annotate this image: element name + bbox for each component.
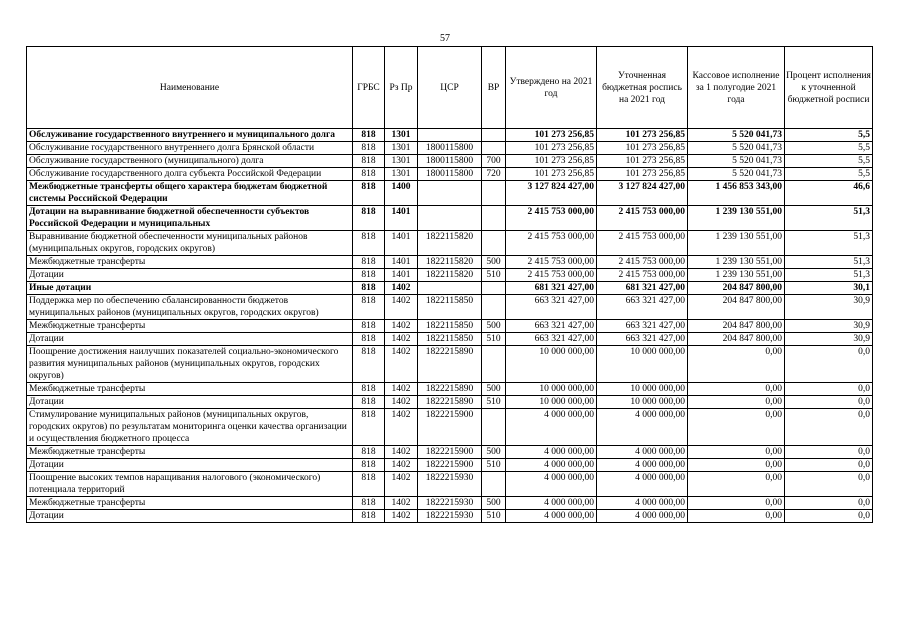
- cell-approved: 2 415 753 000,00: [506, 269, 597, 282]
- cell-cash: 204 847 800,00: [688, 333, 785, 346]
- cell-vr: [482, 282, 506, 295]
- cell-csr: [418, 181, 482, 206]
- cell-refined: 101 273 256,85: [597, 129, 688, 142]
- cell-name: Обслуживание государственного внутреннего долга Брянской области: [27, 142, 353, 155]
- cell-percent: 30,9: [785, 320, 873, 333]
- cell-refined: 2 415 753 000,00: [597, 206, 688, 231]
- table-row: [27, 282, 873, 295]
- cell-csr: 1822215890: [418, 396, 482, 409]
- cell-approved: 663 321 427,00: [506, 295, 597, 320]
- cell-name: Дотации: [27, 510, 353, 523]
- cell-cash: 0,00: [688, 497, 785, 510]
- cell-csr: 1822215930: [418, 510, 482, 523]
- cell-rz-pr: 1402: [385, 497, 418, 510]
- cell-csr: 1822215890: [418, 383, 482, 396]
- cell-name: Дотации: [27, 396, 353, 409]
- header-cash: Кассовое исполнение за 1 полугодие 2021 года: [688, 47, 785, 129]
- cell-rz-pr: 1401: [385, 231, 418, 256]
- table-row: [27, 231, 873, 256]
- cell-approved: 10 000 000,00: [506, 383, 597, 396]
- cell-rz-pr: 1401: [385, 206, 418, 231]
- cell-cash: 0,00: [688, 346, 785, 383]
- cell-grbs: 818: [353, 446, 385, 459]
- cell-vr: 500: [482, 497, 506, 510]
- header-vr: ВР: [482, 47, 506, 129]
- cell-csr: 1822215890: [418, 346, 482, 383]
- cell-refined: 4 000 000,00: [597, 446, 688, 459]
- cell-name: Межбюджетные трансферты: [27, 320, 353, 333]
- cell-cash: 0,00: [688, 510, 785, 523]
- cell-name: Поддержка мер по обеспечению сбалансированности бюджетов муниципальных районов (муниципальных округов, городских округов): [27, 295, 353, 320]
- table-row: [27, 320, 873, 333]
- cell-grbs: 818: [353, 282, 385, 295]
- cell-csr: 1822215900: [418, 446, 482, 459]
- cell-vr: [482, 409, 506, 446]
- cell-name: Межбюджетные трансферты: [27, 497, 353, 510]
- cell-refined: 101 273 256,85: [597, 168, 688, 181]
- cell-grbs: 818: [353, 396, 385, 409]
- cell-approved: 101 273 256,85: [506, 129, 597, 142]
- cell-approved: 4 000 000,00: [506, 510, 597, 523]
- cell-refined: 2 415 753 000,00: [597, 269, 688, 282]
- cell-vr: 510: [482, 333, 506, 346]
- cell-percent: 0,0: [785, 396, 873, 409]
- budget-execution-table: [26, 46, 873, 523]
- cell-vr: [482, 181, 506, 206]
- table-row: [27, 181, 873, 206]
- cell-cash: 5 520 041,73: [688, 155, 785, 168]
- cell-name: Межбюджетные трансферты: [27, 256, 353, 269]
- cell-grbs: 818: [353, 155, 385, 168]
- table-row: [27, 256, 873, 269]
- cell-refined: 4 000 000,00: [597, 472, 688, 497]
- cell-approved: 4 000 000,00: [506, 497, 597, 510]
- cell-rz-pr: 1401: [385, 256, 418, 269]
- cell-vr: [482, 346, 506, 383]
- cell-refined: 3 127 824 427,00: [597, 181, 688, 206]
- cell-rz-pr: 1402: [385, 409, 418, 446]
- cell-grbs: 818: [353, 181, 385, 206]
- cell-percent: 5,5: [785, 142, 873, 155]
- header-csr: ЦСР: [418, 47, 482, 129]
- cell-cash: 0,00: [688, 472, 785, 497]
- cell-csr: [418, 129, 482, 142]
- cell-refined: 681 321 427,00: [597, 282, 688, 295]
- cell-grbs: 818: [353, 142, 385, 155]
- cell-vr: [482, 129, 506, 142]
- cell-cash: 0,00: [688, 446, 785, 459]
- cell-name: Обслуживание государственного внутреннего и муниципального долга: [27, 129, 353, 142]
- cell-vr: 510: [482, 396, 506, 409]
- cell-cash: 204 847 800,00: [688, 320, 785, 333]
- cell-percent: 30,9: [785, 333, 873, 346]
- cell-percent: 0,0: [785, 346, 873, 383]
- table-row: [27, 269, 873, 282]
- cell-csr: 1800115800: [418, 155, 482, 168]
- cell-rz-pr: 1402: [385, 346, 418, 383]
- table-header-row: [27, 47, 873, 129]
- header-grbs: ГРБС: [353, 47, 385, 129]
- cell-vr: [482, 472, 506, 497]
- cell-grbs: 818: [353, 497, 385, 510]
- table-row: [27, 472, 873, 497]
- cell-vr: 500: [482, 446, 506, 459]
- cell-grbs: 818: [353, 206, 385, 231]
- cell-csr: 1800115800: [418, 168, 482, 181]
- cell-csr: 1822115850: [418, 320, 482, 333]
- header-percent: Процент исполнения к уточненной бюджетной росписи: [785, 47, 873, 129]
- cell-grbs: 818: [353, 168, 385, 181]
- cell-refined: 101 273 256,85: [597, 142, 688, 155]
- cell-csr: 1822115820: [418, 256, 482, 269]
- cell-rz-pr: 1301: [385, 155, 418, 168]
- cell-approved: 4 000 000,00: [506, 446, 597, 459]
- cell-name: Иные дотации: [27, 282, 353, 295]
- cell-grbs: 818: [353, 510, 385, 523]
- cell-grbs: 818: [353, 129, 385, 142]
- cell-vr: 500: [482, 383, 506, 396]
- cell-name: Дотации: [27, 459, 353, 472]
- cell-percent: 0,0: [785, 459, 873, 472]
- cell-rz-pr: 1402: [385, 472, 418, 497]
- cell-grbs: 818: [353, 295, 385, 320]
- cell-csr: 1800115800: [418, 142, 482, 155]
- table-row: [27, 510, 873, 523]
- cell-rz-pr: 1301: [385, 129, 418, 142]
- cell-refined: 10 000 000,00: [597, 346, 688, 383]
- cell-vr: 720: [482, 168, 506, 181]
- table-body: [27, 129, 873, 523]
- cell-grbs: 818: [353, 256, 385, 269]
- cell-rz-pr: 1402: [385, 282, 418, 295]
- table-row: [27, 142, 873, 155]
- cell-name: Поощрение достижения наилучших показателей социально-экономического развития муниципальных районов (муниципальных округов, городских округов): [27, 346, 353, 383]
- cell-percent: 51,3: [785, 231, 873, 256]
- table-row: [27, 295, 873, 320]
- cell-percent: 51,3: [785, 256, 873, 269]
- header-approved: Утверждено на 2021 год: [506, 47, 597, 129]
- cell-vr: 510: [482, 269, 506, 282]
- cell-grbs: 818: [353, 346, 385, 383]
- cell-grbs: 818: [353, 383, 385, 396]
- cell-refined: 10 000 000,00: [597, 396, 688, 409]
- cell-refined: 10 000 000,00: [597, 383, 688, 396]
- cell-csr: 1822115820: [418, 269, 482, 282]
- cell-refined: 2 415 753 000,00: [597, 231, 688, 256]
- cell-percent: 30,9: [785, 295, 873, 320]
- cell-vr: [482, 231, 506, 256]
- table-row: [27, 155, 873, 168]
- cell-csr: 1822215930: [418, 497, 482, 510]
- cell-percent: 5,5: [785, 155, 873, 168]
- cell-cash: 0,00: [688, 409, 785, 446]
- cell-grbs: 818: [353, 472, 385, 497]
- cell-cash: 0,00: [688, 459, 785, 472]
- cell-approved: 663 321 427,00: [506, 320, 597, 333]
- cell-rz-pr: 1402: [385, 510, 418, 523]
- cell-percent: 51,3: [785, 206, 873, 231]
- cell-refined: 4 000 000,00: [597, 409, 688, 446]
- cell-rz-pr: 1401: [385, 269, 418, 282]
- cell-refined: 2 415 753 000,00: [597, 256, 688, 269]
- table-row: [27, 383, 873, 396]
- cell-cash: 204 847 800,00: [688, 282, 785, 295]
- table-row: [27, 206, 873, 231]
- cell-approved: 4 000 000,00: [506, 472, 597, 497]
- cell-approved: 2 415 753 000,00: [506, 256, 597, 269]
- cell-percent: 5,5: [785, 129, 873, 142]
- cell-cash: 1 456 853 343,00: [688, 181, 785, 206]
- cell-refined: 4 000 000,00: [597, 510, 688, 523]
- cell-cash: 0,00: [688, 396, 785, 409]
- table-row: [27, 168, 873, 181]
- cell-grbs: 818: [353, 231, 385, 256]
- cell-cash: 204 847 800,00: [688, 295, 785, 320]
- cell-percent: 51,3: [785, 269, 873, 282]
- cell-refined: 663 321 427,00: [597, 295, 688, 320]
- cell-percent: 46,6: [785, 181, 873, 206]
- cell-cash: 1 239 130 551,00: [688, 206, 785, 231]
- cell-percent: 0,0: [785, 446, 873, 459]
- page-number: 57: [440, 33, 450, 44]
- cell-refined: 4 000 000,00: [597, 459, 688, 472]
- cell-name: Поощрение высоких темпов наращивания налогового (экономического) потенциала территорий: [27, 472, 353, 497]
- cell-percent: 0,0: [785, 472, 873, 497]
- cell-grbs: 818: [353, 409, 385, 446]
- cell-approved: 681 321 427,00: [506, 282, 597, 295]
- cell-csr: 1822215900: [418, 459, 482, 472]
- table-row: [27, 459, 873, 472]
- cell-rz-pr: 1402: [385, 383, 418, 396]
- cell-vr: [482, 295, 506, 320]
- cell-cash: 1 239 130 551,00: [688, 231, 785, 256]
- header-rz-pr: Рз Пр: [385, 47, 418, 129]
- cell-approved: 663 321 427,00: [506, 333, 597, 346]
- cell-approved: 101 273 256,85: [506, 142, 597, 155]
- cell-csr: [418, 206, 482, 231]
- cell-refined: 663 321 427,00: [597, 320, 688, 333]
- cell-approved: 101 273 256,85: [506, 155, 597, 168]
- cell-vr: 500: [482, 320, 506, 333]
- cell-name: Межбюджетные трансферты общего характера бюджетам бюджетной системы Российской Федерации: [27, 181, 353, 206]
- cell-percent: 30,1: [785, 282, 873, 295]
- cell-approved: 101 273 256,85: [506, 168, 597, 181]
- cell-vr: [482, 142, 506, 155]
- cell-name: Межбюджетные трансферты: [27, 446, 353, 459]
- cell-percent: 0,0: [785, 409, 873, 446]
- cell-grbs: 818: [353, 333, 385, 346]
- cell-name: Обслуживание государственного (муниципального) долга: [27, 155, 353, 168]
- cell-rz-pr: 1301: [385, 142, 418, 155]
- cell-rz-pr: 1402: [385, 320, 418, 333]
- cell-rz-pr: 1402: [385, 295, 418, 320]
- cell-vr: 510: [482, 459, 506, 472]
- header-name: Наименование: [27, 47, 353, 129]
- cell-refined: 663 321 427,00: [597, 333, 688, 346]
- cell-cash: 0,00: [688, 383, 785, 396]
- cell-cash: 5 520 041,73: [688, 168, 785, 181]
- cell-csr: 1822215900: [418, 409, 482, 446]
- cell-csr: 1822115820: [418, 231, 482, 256]
- cell-rz-pr: 1402: [385, 396, 418, 409]
- cell-approved: 4 000 000,00: [506, 459, 597, 472]
- cell-approved: 2 415 753 000,00: [506, 206, 597, 231]
- cell-vr: 700: [482, 155, 506, 168]
- cell-approved: 10 000 000,00: [506, 346, 597, 383]
- table-row: [27, 396, 873, 409]
- cell-rz-pr: 1301: [385, 168, 418, 181]
- table-row: [27, 346, 873, 383]
- cell-cash: 5 520 041,73: [688, 129, 785, 142]
- table-row: [27, 409, 873, 446]
- cell-approved: 4 000 000,00: [506, 409, 597, 446]
- cell-name: Дотации: [27, 333, 353, 346]
- cell-percent: 0,0: [785, 497, 873, 510]
- cell-refined: 101 273 256,85: [597, 155, 688, 168]
- table-row: [27, 446, 873, 459]
- cell-rz-pr: 1402: [385, 333, 418, 346]
- cell-percent: 5,5: [785, 168, 873, 181]
- cell-csr: 1822115850: [418, 295, 482, 320]
- cell-rz-pr: 1402: [385, 446, 418, 459]
- table-row: [27, 497, 873, 510]
- cell-vr: 510: [482, 510, 506, 523]
- cell-cash: 1 239 130 551,00: [688, 269, 785, 282]
- cell-vr: [482, 206, 506, 231]
- cell-refined: 4 000 000,00: [597, 497, 688, 510]
- cell-percent: 0,0: [785, 383, 873, 396]
- header-refined: Уточненная бюджетная роспись на 2021 год: [597, 47, 688, 129]
- cell-name: Выравнивание бюджетной обеспеченности муниципальных районов (муниципальных округов, городских округов): [27, 231, 353, 256]
- cell-name: Межбюджетные трансферты: [27, 383, 353, 396]
- cell-vr: 500: [482, 256, 506, 269]
- cell-csr: 1822115850: [418, 333, 482, 346]
- cell-rz-pr: 1400: [385, 181, 418, 206]
- cell-grbs: 818: [353, 269, 385, 282]
- cell-name: Обслуживание государственного долга субъекта Российской Федерации: [27, 168, 353, 181]
- cell-name: Дотации: [27, 269, 353, 282]
- cell-cash: 5 520 041,73: [688, 142, 785, 155]
- cell-percent: 0,0: [785, 510, 873, 523]
- table-row: [27, 129, 873, 142]
- cell-approved: 10 000 000,00: [506, 396, 597, 409]
- cell-csr: [418, 282, 482, 295]
- cell-grbs: 818: [353, 459, 385, 472]
- cell-grbs: 818: [353, 320, 385, 333]
- cell-cash: 1 239 130 551,00: [688, 256, 785, 269]
- cell-name: Стимулирование муниципальных районов (муниципальных округов, городских округов) по результатам мониторинга оценки качества организации и осуществления бюджетного процесса: [27, 409, 353, 446]
- cell-approved: 2 415 753 000,00: [506, 231, 597, 256]
- cell-approved: 3 127 824 427,00: [506, 181, 597, 206]
- cell-csr: 1822215930: [418, 472, 482, 497]
- table-row: [27, 333, 873, 346]
- cell-name: Дотации на выравнивание бюджетной обеспеченности субъектов Российской Федерации и муниципальных: [27, 206, 353, 231]
- cell-rz-pr: 1402: [385, 459, 418, 472]
